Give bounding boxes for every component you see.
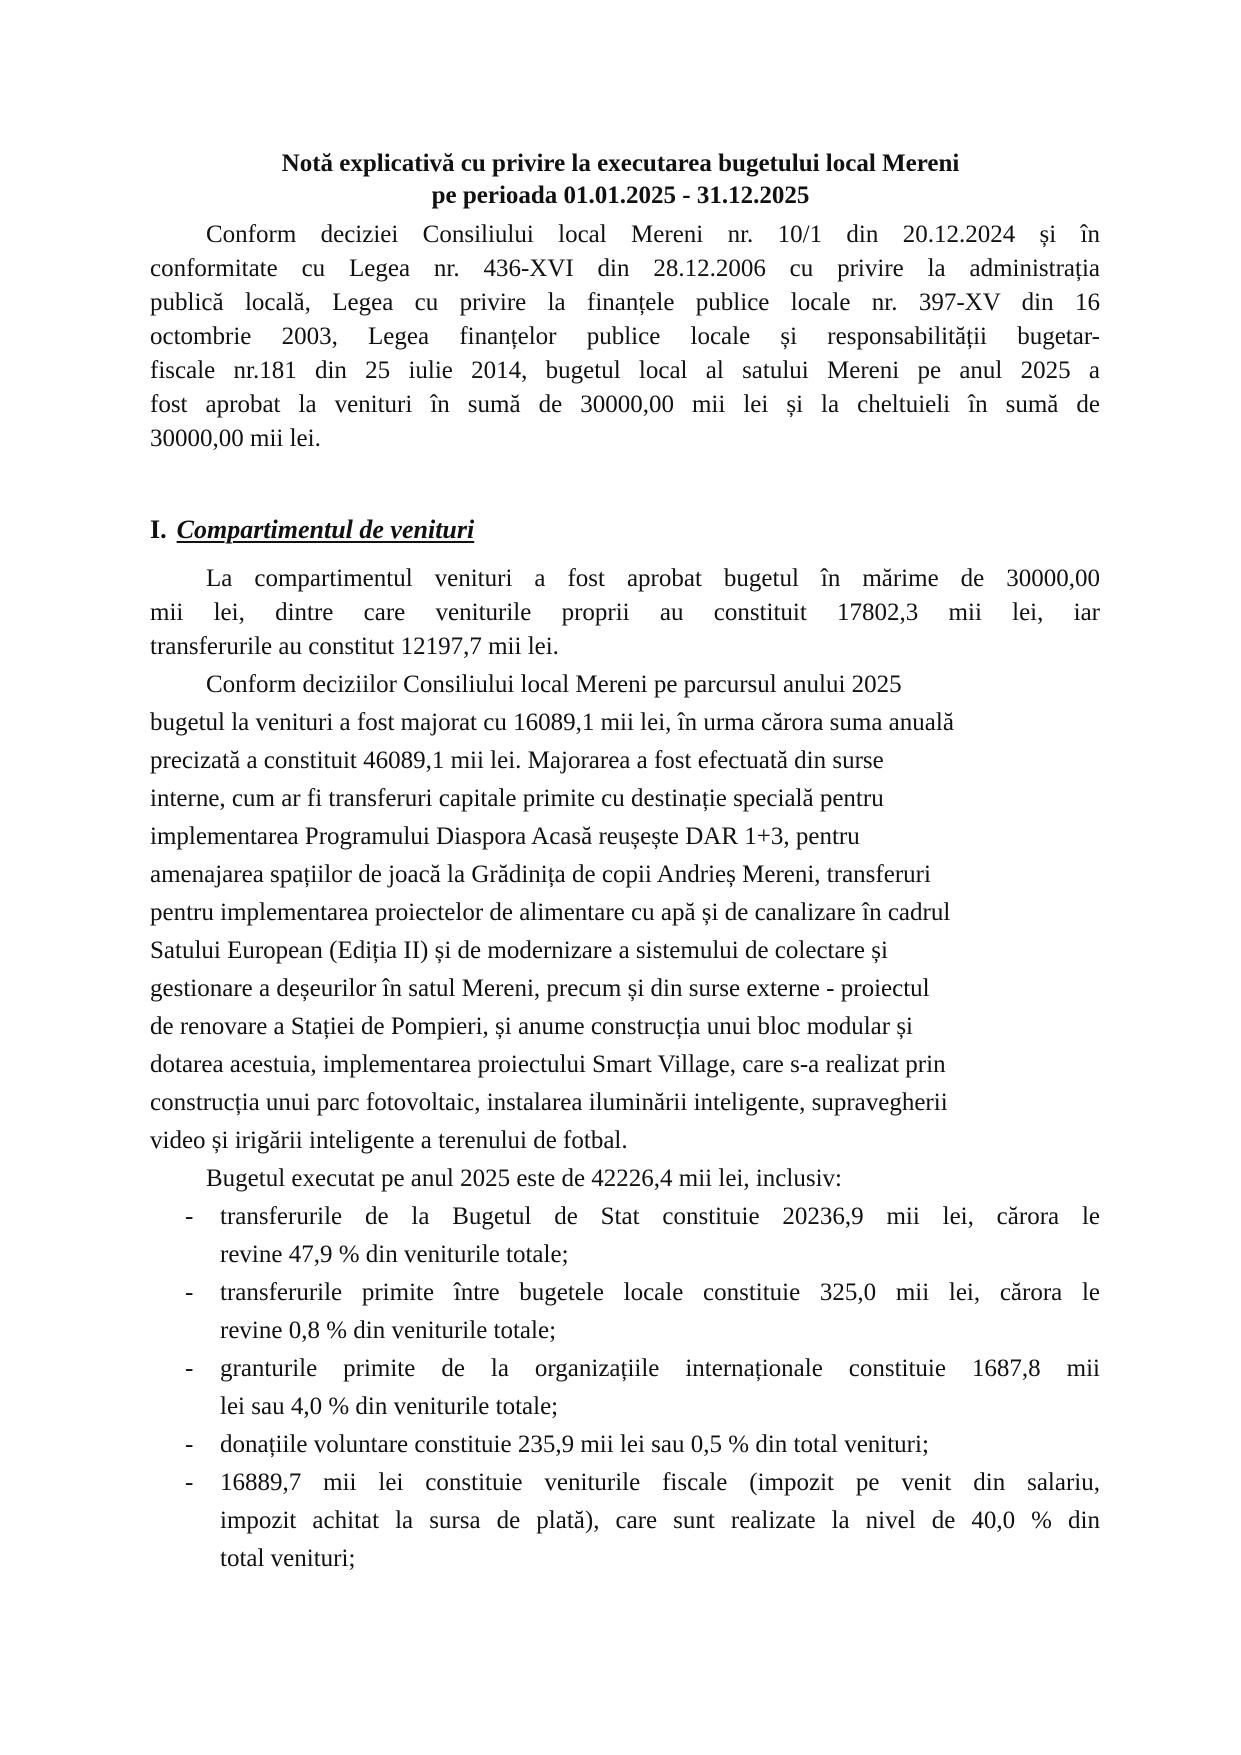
section-number: I. xyxy=(150,515,167,544)
section-heading xyxy=(150,513,474,547)
text-line: implementarea Programului Diaspora Acasă reușește DAR 1+3, pentru xyxy=(150,823,860,850)
list-item-text: transferurile de la Bugetul de Stat constituie 20236,9 mii lei, cărora le xyxy=(220,1203,1100,1230)
text-line: precizată a constituit 46089,1 mii lei. Majorarea a fost efectuată din surse xyxy=(150,747,884,774)
bullet-dash: - xyxy=(185,1279,194,1306)
bullet-dash: - xyxy=(185,1469,194,1496)
document-subtitle-period: pe perioada 01.01.2025 - 31.12.2025 xyxy=(431,182,810,209)
list-item-text: 16889,7 mii lei constituie veniturile fiscale (impozit pe venit din salariu, xyxy=(220,1469,1100,1496)
list-item-text: impozit achitat la sursa de plată), care sunt realizate la nivel de 40,0 % din xyxy=(220,1507,1100,1534)
text-line: dotarea acestuia, implementarea proiectului Smart Village, care s-a realizat prin xyxy=(150,1051,946,1078)
text-line: bugetul la venituri a fost majorat cu 16089,1 mii lei, în urma cărora suma anuală xyxy=(150,709,954,736)
section-title: Compartimentul de venituri xyxy=(176,515,475,544)
text-line: amenajarea spațiilor de joacă la Grădinița de copii Andrieș Mereni, transferuri xyxy=(150,861,931,888)
list-item-text: total venituri; xyxy=(220,1545,356,1572)
text-line: Satului European (Ediția II) și de modernizare a sistemului de colectare și xyxy=(150,937,888,964)
text-line: 30000,00 mii lei. xyxy=(150,425,321,452)
list-item-text: donațiile voluntare constituie 235,9 mii lei sau 0,5 % din total venituri; xyxy=(220,1431,929,1458)
text-line: La compartimentul venituri a fost aprobat bugetul în mărime de 30000,00 xyxy=(206,565,1100,592)
document-title: Notă explicativă cu privire la executarea bugetului local Mereni xyxy=(281,150,960,177)
text-line: fost aprobat la venituri în sumă de 30000,00 mii lei și la cheltuieli în sumă de xyxy=(150,391,1100,418)
text-line: video și irigării inteligente a terenului de fotbal. xyxy=(150,1127,628,1154)
bullet-dash: - xyxy=(185,1203,194,1230)
text-line: gestionare a deșeurilor în satul Mereni, precum și din surse externe - proiectul xyxy=(150,975,930,1002)
text-line: interne, cum ar fi transferuri capitale primite cu destinație specială pentru xyxy=(150,785,884,812)
text-line: transferurile au constitut 12197,7 mii lei. xyxy=(150,633,559,660)
text-line: Conform deciziilor Consiliului local Mereni pe parcursul anului 2025 xyxy=(206,671,902,698)
text-line: Conform deciziei Consiliului local Mereni nr. 10/1 din 20.12.2024 și în xyxy=(206,221,1100,248)
list-item-text: revine 0,8 % din veniturile totale; xyxy=(220,1317,557,1344)
executed-budget-intro: Bugetul executat pe anul 2025 este de 42226,4 mii lei, inclusiv: xyxy=(206,1165,842,1192)
bullet-dash: - xyxy=(185,1355,194,1382)
list-item-text: revine 47,9 % din veniturile totale; xyxy=(220,1241,569,1268)
list-item-text: lei sau 4,0 % din veniturile totale; xyxy=(220,1393,559,1420)
text-line: octombrie 2003, Legea finanțelor publice locale și responsabilității bugetar- xyxy=(150,323,1100,350)
text-line: de renovare a Stației de Pompieri, și anume construcția unui bloc modular și xyxy=(150,1013,913,1040)
list-item-text: transferurile primite între bugetele locale constituie 325,0 mii lei, cărora le xyxy=(220,1279,1100,1306)
bullet-dash: - xyxy=(185,1431,194,1458)
text-line: mii lei, dintre care veniturile proprii au constituit 17802,3 mii lei, iar xyxy=(150,599,1100,626)
text-line: pentru implementarea proiectelor de alimentare cu apă și de canalizare în cadrul xyxy=(150,899,951,926)
list-item-text: granturile primite de la organizațiile internaționale constituie 1687,8 mii xyxy=(220,1355,1100,1382)
text-line: construcția unui parc fotovoltaic, instalarea iluminării inteligente, supravegherii xyxy=(150,1089,948,1116)
text-line: publică locală, Legea cu privire la finanțele publice locale nr. 397-XV din 16 xyxy=(150,289,1100,316)
text-line: conformitate cu Legea nr. 436-XVI din 28.12.2006 cu privire la administrația xyxy=(150,255,1100,282)
text-line: fiscale nr.181 din 25 iulie 2014, bugetul local al satului Mereni pe anul 2025 a xyxy=(150,357,1100,384)
